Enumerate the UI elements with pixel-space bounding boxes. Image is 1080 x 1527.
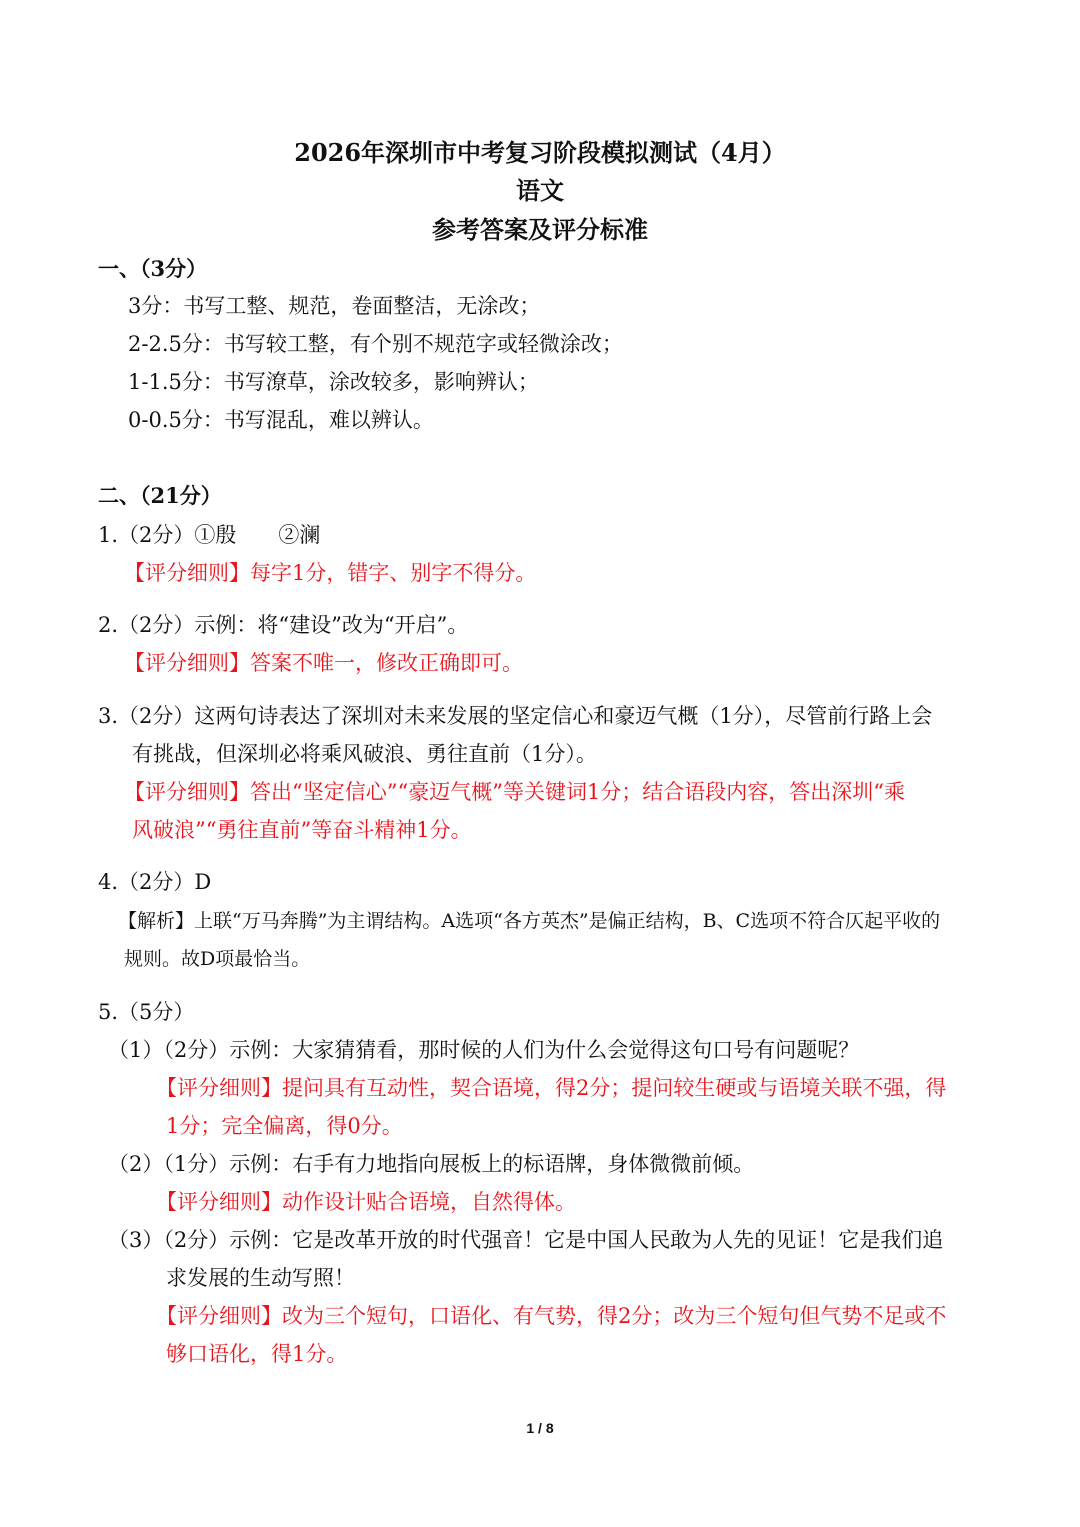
q5-part3-rule-line: 够口语化，得1分。 — [166, 1342, 348, 1366]
q5-part1-rule-line: 1分；完全偏离，得0分。 — [166, 1114, 403, 1138]
q3-answer-line: 3.（2分）这两句诗表达了深圳对未来发展的坚定信心和豪迈气概（1分），尽管前行路上会 — [98, 704, 933, 728]
section1-heading: 一、（3分） — [98, 256, 208, 281]
q2-scoring-rule: 【评分细则】答案不唯一，修改正确即可。 — [124, 651, 523, 675]
subject-title: 语文 — [516, 176, 564, 205]
document-title: 2026年深圳市中考复习阶段模拟测试（4月） — [294, 138, 786, 167]
section2-heading: 二、（21分） — [98, 483, 222, 508]
q3-scoring-rule-line: 风破浪”“勇往直前”等奋斗精神1分。 — [132, 818, 472, 842]
document-subtitle: 参考答案及评分标准 — [432, 215, 648, 244]
q5-part2-rule: 【评分细则】动作设计贴合语境，自然得体。 — [156, 1190, 576, 1214]
q4-analysis-line: 规则。故D项最恰当。 — [124, 948, 311, 970]
q5-heading: 5.（5分） — [98, 1000, 195, 1024]
q1-scoring-rule: 【评分细则】每字1分，错字、别字不得分。 — [124, 561, 537, 585]
q5-part3-answer-line: 求发展的生动写照！ — [166, 1266, 355, 1290]
page-number: 1 / 8 — [526, 1420, 554, 1436]
q3-answer-line: 有挑战，但深圳必将乘风破浪、勇往直前（1分）。 — [132, 742, 597, 766]
q4-answer: 4.（2分）D — [98, 870, 212, 894]
q1-answer: 1.（2分）①殷 ②澜 — [98, 523, 321, 547]
section1-line: 0-0.5分：书写混乱，难以辨认。 — [128, 408, 434, 432]
q4-analysis-line: 【解析】上联“万马奔腾”为主谓结构。A选项“各方英杰”是偏正结构，B、C选项不符合仄起平收的 — [118, 910, 941, 932]
q5-part1-answer: （1）（2分）示例：大家猜猜看，那时候的人们为什么会觉得这句口号有问题呢？ — [108, 1038, 860, 1062]
q5-part3-answer-line: （3）（2分）示例：它是改革开放的时代强音！它是中国人民敢为人先的见证！它是我们追 — [108, 1228, 944, 1252]
section1-line: 2-2.5分：书写较工整，有个别不规范字或轻微涂改； — [128, 332, 623, 356]
section1-line: 3分：书写工整、规范，卷面整洁，无涂改； — [128, 294, 541, 318]
q5-part3-rule-line: 【评分细则】改为三个短句，口语化、有气势，得2分；改为三个短句但气势不足或不 — [156, 1304, 947, 1328]
section1-line: 1-1.5分：书写潦草，涂改较多，影响辨认； — [128, 370, 539, 394]
q5-part1-rule-line: 【评分细则】提问具有互动性，契合语境，得2分；提问较生硬或与语境关联不强，得 — [156, 1076, 947, 1100]
q2-answer: 2.（2分）示例：将“建设”改为“开启”。 — [98, 613, 469, 637]
q5-part2-answer: （2）（1分）示例：右手有力地指向展板上的标语牌，身体微微前倾。 — [108, 1152, 755, 1176]
q3-scoring-rule-line: 【评分细则】答出“坚定信心”“豪迈气概”等关键词1分；结合语段内容，答出深圳“乘 — [124, 780, 906, 804]
